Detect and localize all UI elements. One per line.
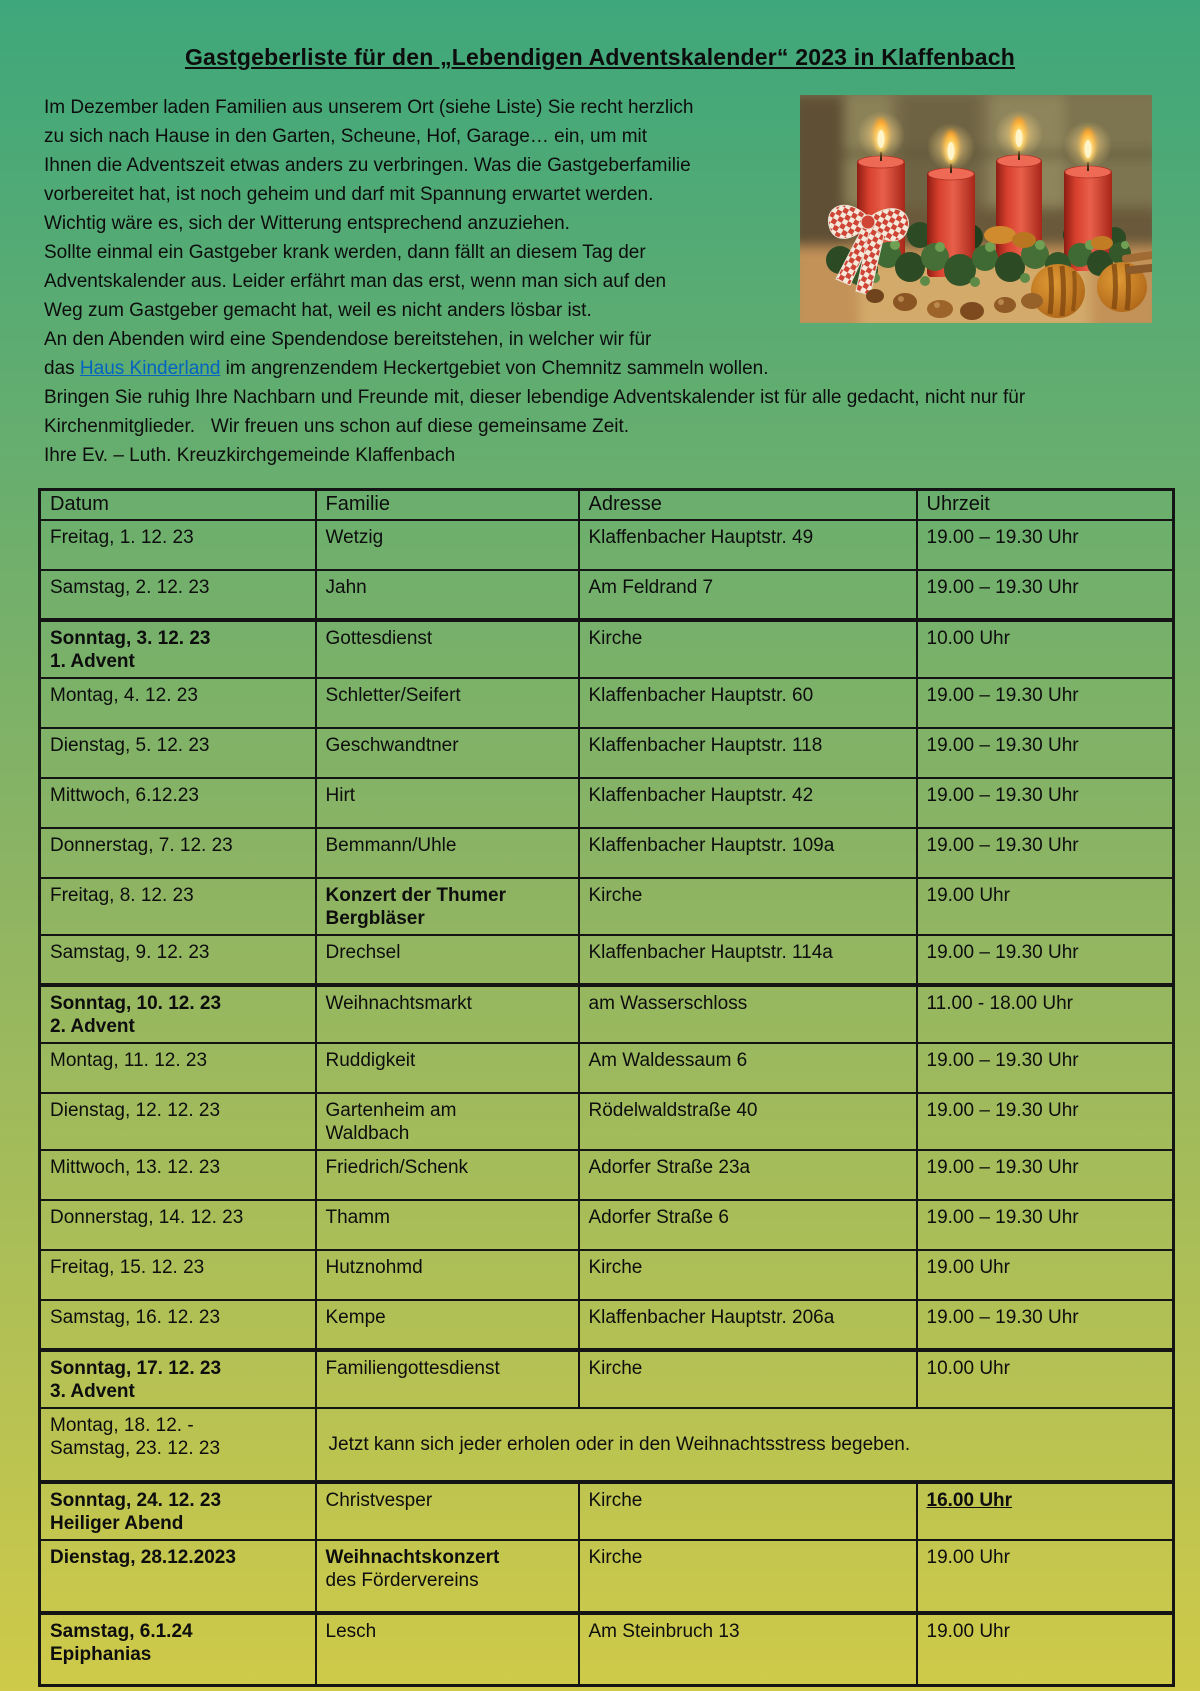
cell-line: 19.00 – 19.30 Uhr [926, 1306, 1079, 1328]
table-row [40, 678, 1174, 728]
cell-line: 19.00 – 19.30 Uhr [926, 526, 1079, 548]
cell-adresse [579, 620, 917, 678]
table-row [40, 1300, 1174, 1350]
column-header-datum: Datum [40, 490, 316, 520]
cell-line: Klaffenbacher Hauptstr. 118 [588, 734, 823, 756]
cell-adresse [579, 1093, 917, 1150]
cell-line: Heiliger Abend [50, 1512, 184, 1534]
cell-line: am Wasserschloss [588, 992, 748, 1014]
table-row [40, 1200, 1174, 1250]
cell-uhrzeit [917, 620, 1174, 678]
cell-merged-note: Jetzt kann sich jeder erholen oder in den Weihnachtsstress begeben. [316, 1408, 1174, 1482]
cell-datum [40, 1300, 316, 1350]
advent-wreath-photo [800, 95, 1152, 323]
cell-line: Drechsel [325, 941, 401, 963]
table-row [40, 570, 1174, 620]
cell-line: Klaffenbacher Hauptstr. 49 [588, 526, 814, 548]
cell-datum [40, 1408, 316, 1482]
cell-line: Samstag, 16. 12. 23 [50, 1306, 221, 1328]
cell-line: Am Feldrand 7 [588, 576, 714, 598]
cell-adresse [579, 1540, 917, 1613]
cell-uhrzeit [917, 1300, 1174, 1350]
cell-uhrzeit [917, 1043, 1174, 1093]
cell-familie [316, 1350, 579, 1408]
cell-familie [316, 828, 579, 878]
cell-datum [40, 678, 316, 728]
cell-line: Lesch [325, 1620, 377, 1642]
cell-line: Jahn [325, 576, 367, 598]
cell-line: Dienstag, 28.12.2023 [50, 1546, 236, 1568]
intro-line: Im Dezember laden Familien aus unserem Ort (siehe Liste) Sie recht herzlich [44, 97, 694, 118]
cell-uhrzeit [917, 1093, 1174, 1150]
cell-line: des Fördervereins [325, 1569, 479, 1591]
column-header-adresse: Adresse [579, 490, 917, 520]
cell-datum [40, 1350, 316, 1408]
cell-familie [316, 878, 579, 935]
cell-uhrzeit [917, 1350, 1174, 1408]
cell-line: Donnerstag, 7. 12. 23 [50, 834, 233, 856]
intro-link-prefix: das [44, 358, 80, 379]
cell-line: Thamm [325, 1206, 390, 1228]
cell-familie [316, 728, 579, 778]
cell-line: 1. Advent [50, 650, 135, 672]
cell-line: Ruddigkeit [325, 1049, 416, 1071]
cell-datum [40, 728, 316, 778]
cell-uhrzeit [917, 878, 1174, 935]
table-row [40, 520, 1174, 570]
cell-line: 19.00 – 19.30 Uhr [926, 834, 1079, 856]
cell-adresse [579, 1150, 917, 1200]
intro-line: Kirchenmitglieder. Wir freuen uns schon auf diese gemeinsame Zeit. [44, 416, 630, 437]
cell-uhrzeit [917, 1200, 1174, 1250]
cell-adresse [579, 778, 917, 828]
cell-familie [316, 520, 579, 570]
intro-line: Bringen Sie ruhig Ihre Nachbarn und Freunde mit, dieser lebendige Adventskalender ist für alle gedacht, nicht nur für [44, 387, 1026, 408]
cell-line: Klaffenbacher Hauptstr. 60 [588, 684, 814, 706]
cell-line: Hutznohmd [325, 1256, 423, 1278]
cell-line: 10.00 Uhr [926, 627, 1010, 649]
cell-line: Familiengottesdienst [325, 1357, 500, 1379]
intro-line: Adventskalender aus. Leider erfährt man das erst, wenn man sich auf den [44, 271, 667, 292]
cell-uhrzeit [917, 828, 1174, 878]
cell-line: Sonntag, 17. 12. 23 [50, 1357, 222, 1379]
cell-familie [316, 1613, 579, 1686]
cell-adresse [579, 828, 917, 878]
cell-adresse [579, 1043, 917, 1093]
cell-line: Weihnachtsmarkt [325, 992, 472, 1014]
cell-familie [316, 1150, 579, 1200]
cell-datum [40, 1250, 316, 1300]
cell-datum [40, 570, 316, 620]
cell-line: Montag, 4. 12. 23 [50, 684, 198, 706]
cell-line: Christvesper [325, 1489, 433, 1511]
cell-line: Freitag, 1. 12. 23 [50, 526, 194, 548]
cell-line: 19.00 – 19.30 Uhr [926, 1049, 1079, 1071]
intro-line: zu sich nach Hause in den Garten, Scheune, Hof, Garage… ein, um mit [44, 126, 648, 147]
cell-line: Bemmann/Uhle [325, 834, 457, 856]
cell-line: Samstag, 6.1.24 [50, 1620, 193, 1642]
cell-line: 19.00 – 19.30 Uhr [926, 1206, 1079, 1228]
cell-line: Waldbach [325, 1122, 410, 1144]
cell-adresse [579, 985, 917, 1043]
table-row [40, 1043, 1174, 1093]
cell-line: 19.00 – 19.30 Uhr [926, 784, 1079, 806]
cell-line: Freitag, 8. 12. 23 [50, 884, 194, 906]
cell-line: Wetzig [325, 526, 384, 548]
cell-line: Sonntag, 3. 12. 23 [50, 627, 211, 649]
cell-familie [316, 1093, 579, 1150]
table-row [40, 620, 1174, 678]
cell-datum [40, 1043, 316, 1093]
cell-line: Sonntag, 24. 12. 23 [50, 1489, 222, 1511]
cell-line: Hirt [325, 784, 356, 806]
cell-adresse [579, 1613, 917, 1686]
cell-line: 19.00 Uhr [926, 884, 1010, 906]
haus-kinderland-link[interactable]: Haus Kinderland [79, 358, 221, 379]
cell-line: 16.00 Uhr [926, 1489, 1013, 1511]
cell-line: Kirche [588, 884, 643, 906]
cell-datum [40, 1150, 316, 1200]
cell-adresse [579, 878, 917, 935]
cell-familie [316, 985, 579, 1043]
cell-datum [40, 828, 316, 878]
cell-line: Am Waldessaum 6 [588, 1049, 748, 1071]
cell-line: 3. Advent [50, 1380, 135, 1402]
cell-line: Klaffenbacher Hauptstr. 114a [588, 941, 833, 963]
cell-familie [316, 1540, 579, 1613]
cell-line: 19.00 Uhr [926, 1620, 1010, 1642]
cell-line: Rödelwaldstraße 40 [588, 1099, 758, 1121]
cell-line: Mittwoch, 13. 12. 23 [50, 1156, 221, 1178]
intro-line: An den Abenden wird eine Spendendose bereitstehen, in welcher wir für [44, 329, 652, 350]
column-header-familie: Familie [316, 490, 579, 520]
cell-line: Weihnachtskonzert [325, 1546, 500, 1568]
cell-line: Adorfer Straße 6 [588, 1206, 729, 1228]
cell-datum [40, 1613, 316, 1686]
cell-uhrzeit [917, 935, 1174, 985]
cell-line: Geschwandtner [325, 734, 459, 756]
cell-line: 19.00 – 19.30 Uhr [926, 576, 1079, 598]
cell-line: Sonntag, 10. 12. 23 [50, 992, 222, 1014]
schedule-table-body [40, 520, 1174, 1686]
intro-line-link [44, 354, 1156, 383]
cell-uhrzeit [917, 1613, 1174, 1686]
cell-adresse [579, 1250, 917, 1300]
cell-line: Kirche [588, 1357, 643, 1379]
intro-paragraph [44, 93, 1156, 470]
cell-line: Klaffenbacher Hauptstr. 42 [588, 784, 814, 806]
cell-line: 10.00 Uhr [926, 1357, 1010, 1379]
cell-datum [40, 935, 316, 985]
table-row [40, 1482, 1174, 1540]
cell-line: 19.00 – 19.30 Uhr [926, 1156, 1079, 1178]
cell-uhrzeit [917, 985, 1174, 1043]
cell-adresse [579, 1200, 917, 1250]
cell-line: 19.00 – 19.30 Uhr [926, 734, 1079, 756]
cell-datum [40, 1093, 316, 1150]
cell-datum [40, 1540, 316, 1613]
cell-line: Klaffenbacher Hauptstr. 109a [588, 834, 835, 856]
cell-line: Donnerstag, 14. 12. 23 [50, 1206, 244, 1228]
table-row [40, 1540, 1174, 1613]
page-title: Gastgeberliste für den „Lebendigen Adventskalender“ 2023 in Klaffenbach [184, 44, 1016, 70]
cell-uhrzeit [917, 678, 1174, 728]
cell-line: Kempe [325, 1306, 386, 1328]
intro-line: Wichtig wäre es, sich der Witterung entsprechend anzuziehen. [44, 213, 570, 234]
cell-line: Klaffenbacher Hauptstr. 206a [588, 1306, 835, 1328]
table-row [40, 1613, 1174, 1686]
cell-line: 11.00 - 18.00 Uhr [926, 992, 1073, 1014]
cell-datum [40, 1200, 316, 1250]
table-row [40, 728, 1174, 778]
cell-line: Freitag, 15. 12. 23 [50, 1256, 205, 1278]
cell-familie [316, 935, 579, 985]
cell-line: 19.00 Uhr [926, 1546, 1010, 1568]
cell-uhrzeit [917, 570, 1174, 620]
table-row [40, 1350, 1174, 1408]
cell-line: Bergbläser [325, 907, 425, 929]
cell-adresse [579, 935, 917, 985]
cell-line: Gartenheim am [325, 1099, 457, 1121]
table-row [40, 828, 1174, 878]
cell-line: Gottesdienst [325, 627, 433, 649]
cell-line: Friedrich/Schenk [325, 1156, 469, 1178]
table-row [40, 985, 1174, 1043]
cell-line: 19.00 – 19.30 Uhr [926, 941, 1079, 963]
table-row [40, 1408, 1174, 1482]
cell-familie [316, 678, 579, 728]
cell-datum [40, 878, 316, 935]
cell-familie [316, 1250, 579, 1300]
cell-line: 19.00 – 19.30 Uhr [926, 684, 1079, 706]
table-row [40, 878, 1174, 935]
cell-line: Epiphanias [50, 1643, 152, 1665]
intro-lines-after [44, 383, 1156, 470]
cell-line: Montag, 11. 12. 23 [50, 1049, 208, 1071]
cell-uhrzeit [917, 1250, 1174, 1300]
intro-line: vorbereitet hat, ist noch geheim und darf mit Spannung erwartet werden. [44, 184, 654, 205]
table-header-row [40, 490, 1174, 520]
cell-line: Am Steinbruch 13 [588, 1620, 740, 1642]
cell-familie [316, 778, 579, 828]
cell-line: 19.00 – 19.30 Uhr [926, 1099, 1079, 1121]
cell-datum [40, 620, 316, 678]
cell-line: Montag, 18. 12. - [50, 1414, 194, 1436]
intro-line: Sollte einmal ein Gastgeber krank werden, dann fällt an diesem Tag der [44, 242, 646, 263]
schedule-table [38, 488, 1175, 1687]
cell-datum [40, 1482, 316, 1540]
cell-line: Kirche [588, 1489, 643, 1511]
cell-adresse [579, 1482, 917, 1540]
cell-uhrzeit [917, 1482, 1174, 1540]
cell-line: Adorfer Straße 23a [588, 1156, 751, 1178]
table-row [40, 1093, 1174, 1150]
cell-adresse [579, 1350, 917, 1408]
cell-uhrzeit [917, 1540, 1174, 1613]
cell-line: Dienstag, 12. 12. 23 [50, 1099, 221, 1121]
cell-adresse [579, 728, 917, 778]
cell-adresse [579, 678, 917, 728]
cell-line: Kirche [588, 1256, 643, 1278]
table-row [40, 935, 1174, 985]
cell-line: Kirche [588, 627, 643, 649]
intro-line: Weg zum Gastgeber gemacht hat, weil es nicht anders lösbar ist. [44, 300, 592, 321]
cell-adresse [579, 520, 917, 570]
table-row [40, 1150, 1174, 1200]
cell-familie [316, 1043, 579, 1093]
cell-line: Konzert der Thumer [325, 884, 507, 906]
cell-line: Samstag, 2. 12. 23 [50, 576, 210, 598]
cell-adresse [579, 1300, 917, 1350]
cell-familie [316, 1200, 579, 1250]
column-header-uhrzeit: Uhrzeit [917, 490, 1174, 520]
cell-line: 19.00 Uhr [926, 1256, 1010, 1278]
cell-line: 2. Advent [50, 1015, 135, 1037]
cell-line: Mittwoch, 6.12.23 [50, 784, 199, 806]
cell-familie [316, 1300, 579, 1350]
intro-link-suffix: im angrenzendem Heckertgebiet von Chemnitz sammeln wollen. [220, 358, 769, 379]
cell-uhrzeit [917, 728, 1174, 778]
cell-familie [316, 620, 579, 678]
cell-uhrzeit [917, 1150, 1174, 1200]
cell-line: Samstag, 23. 12. 23 [50, 1437, 221, 1459]
cell-familie [316, 1482, 579, 1540]
cell-line: Samstag, 9. 12. 23 [50, 941, 210, 963]
cell-line: Schletter/Seifert [325, 684, 461, 706]
cell-uhrzeit [917, 778, 1174, 828]
intro-line: Ihnen die Adventszeit etwas anders zu verbringen. Was die Gastgeberfamilie [44, 155, 691, 176]
cell-uhrzeit [917, 520, 1174, 570]
cell-datum [40, 985, 316, 1043]
cell-datum [40, 520, 316, 570]
cell-line: Kirche [588, 1546, 643, 1568]
table-row [40, 1250, 1174, 1300]
table-row [40, 778, 1174, 828]
intro-line: Ihre Ev. – Luth. Kreuzkirchgemeinde Klaffenbach [44, 445, 456, 466]
cell-line: Dienstag, 5. 12. 23 [50, 734, 210, 756]
cell-familie [316, 570, 579, 620]
cell-datum [40, 778, 316, 828]
cell-adresse [579, 570, 917, 620]
